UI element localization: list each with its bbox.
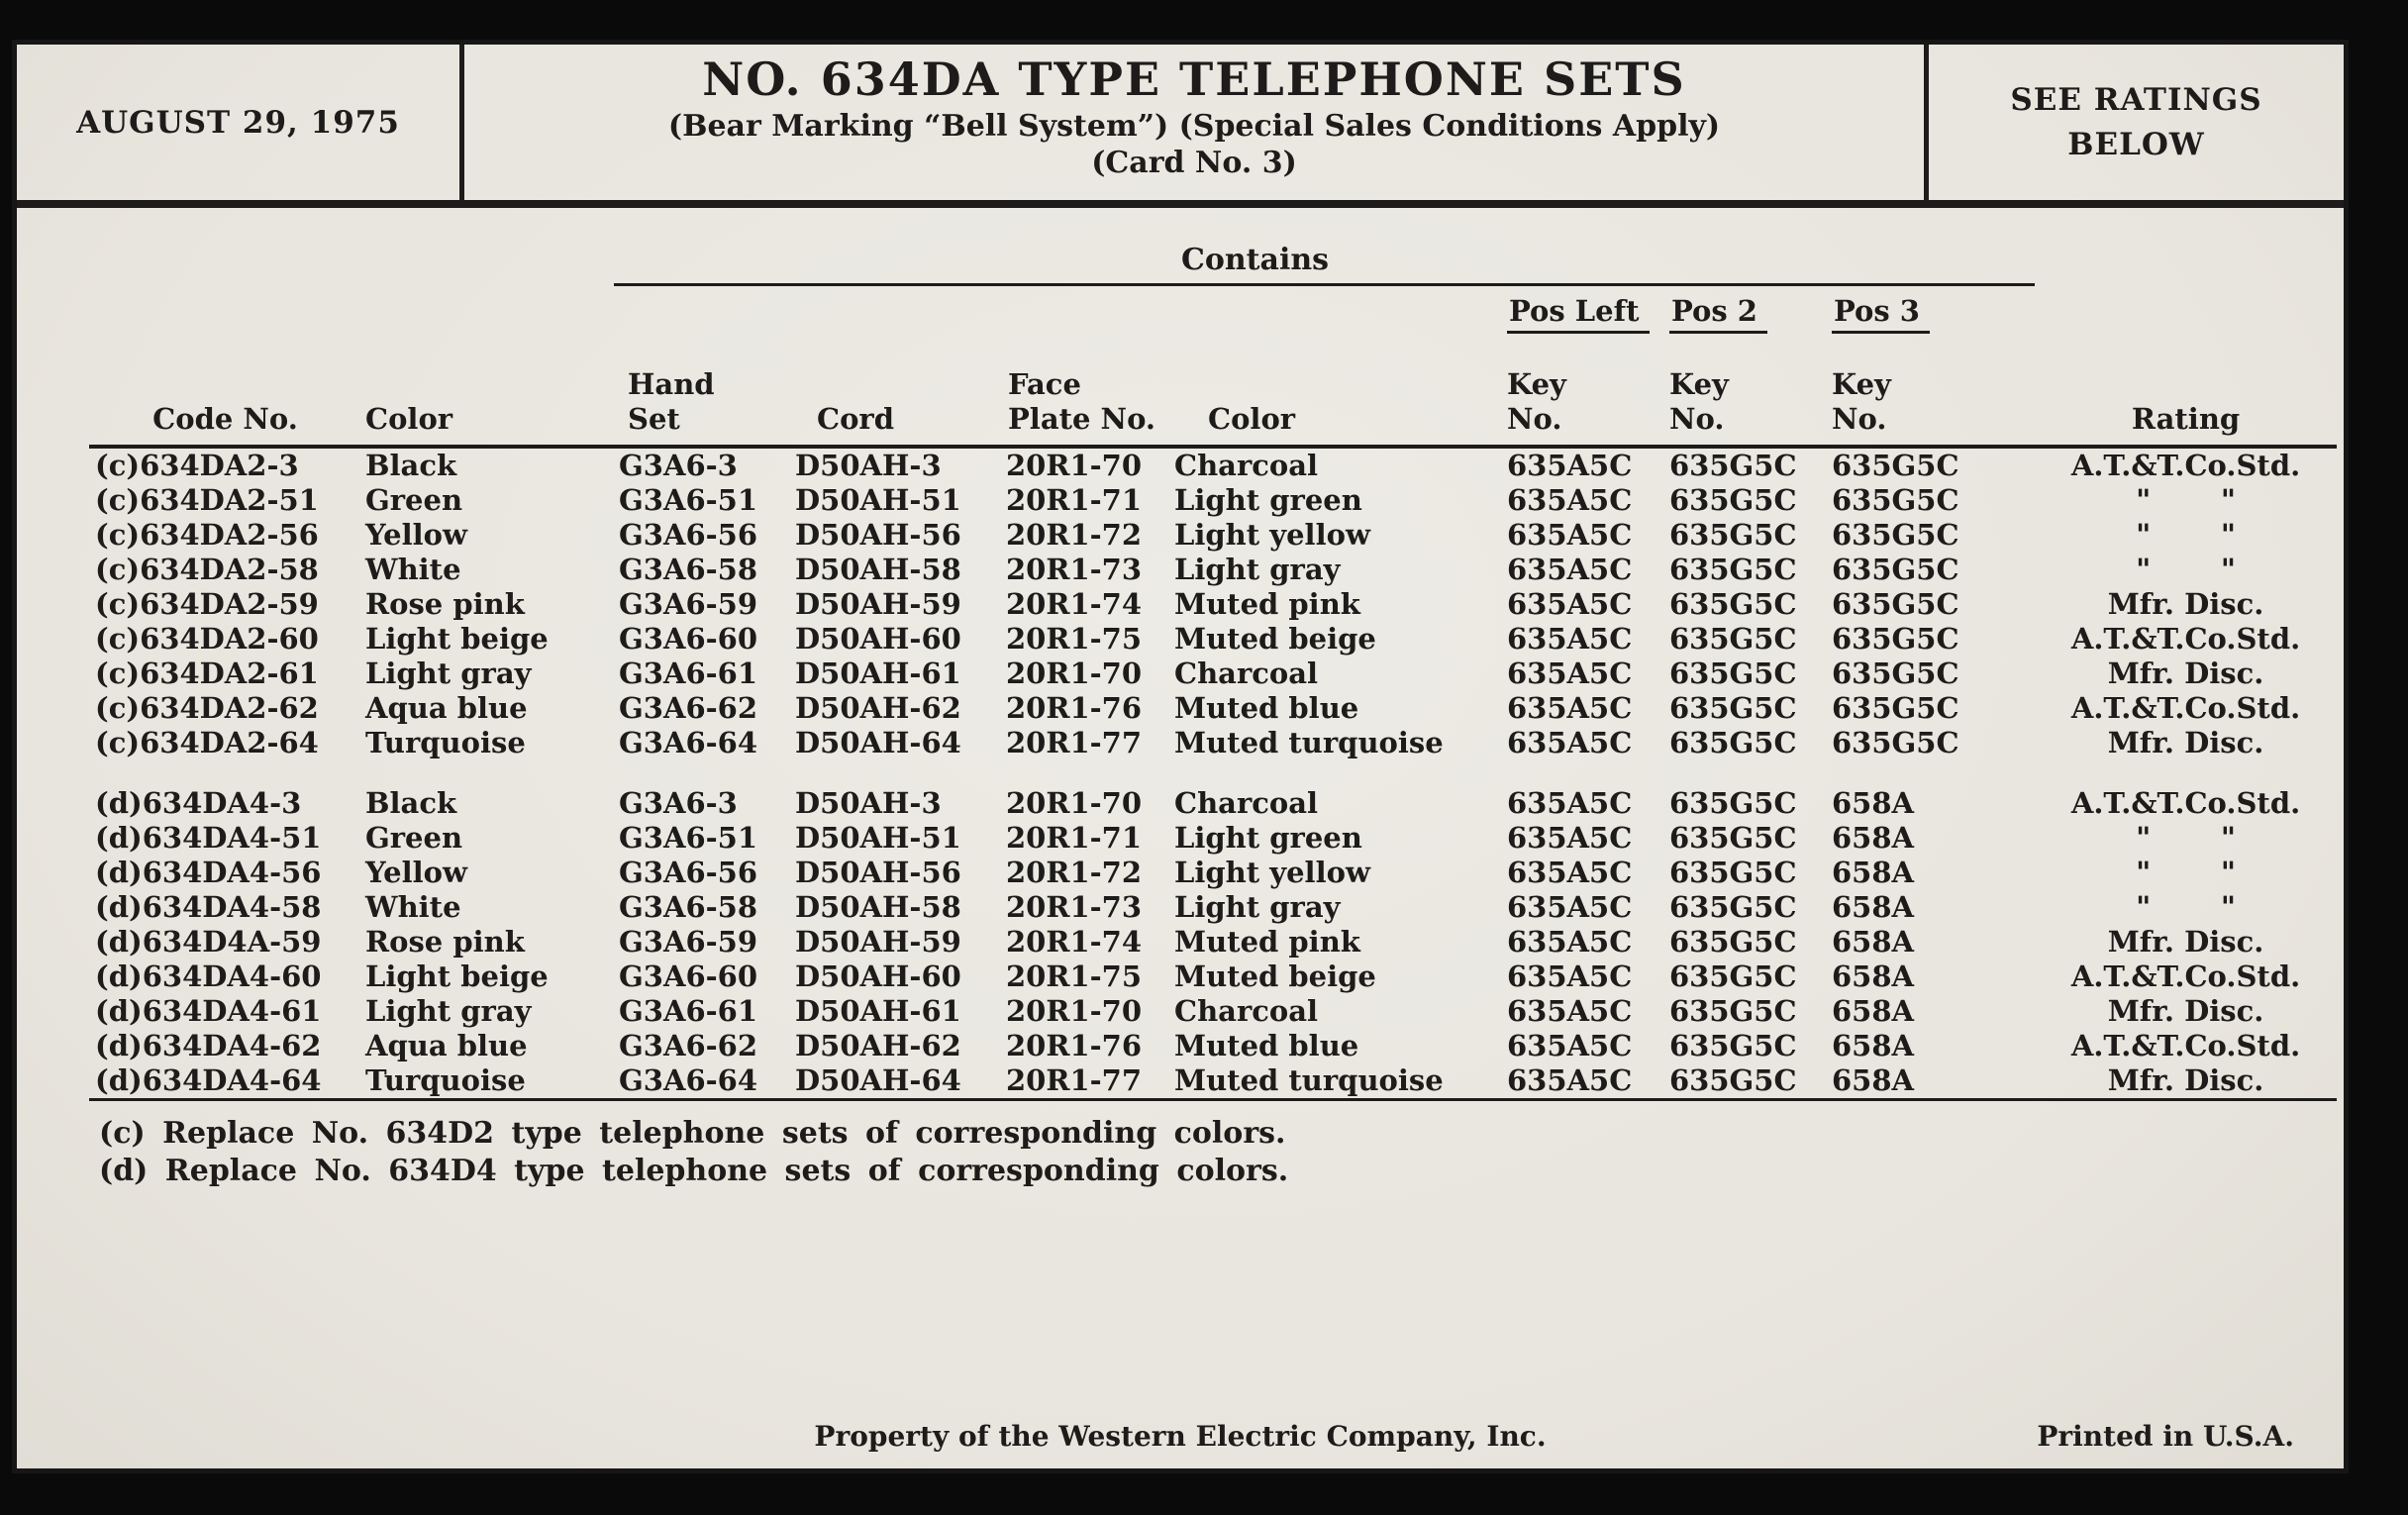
footnote-d: (d) Replace No. 634D4 type telephone sets of corresponding colors. xyxy=(99,1154,1289,1188)
table-row xyxy=(89,925,2337,960)
card-number: (Card No. 3) xyxy=(1091,146,1297,180)
cell-set-color: Rose pink xyxy=(365,925,525,959)
cell-pos-left-key-no: 635A5C xyxy=(1507,656,1633,690)
cell-code-no: (d)634DA4-61 xyxy=(95,994,322,1028)
cell-rating: Mfr. Disc. xyxy=(2107,726,2264,759)
cell-code-no: (d)634DA4-60 xyxy=(95,960,322,993)
cell-pos-3-key-no: 658A xyxy=(1832,890,1915,924)
cell-pos-left-key-no: 635A5C xyxy=(1507,786,1633,820)
cell-hand-set: G3A6-3 xyxy=(619,449,738,482)
cell-face-plate-no: 20R1-75 xyxy=(1006,622,1143,656)
contains-spacer-left xyxy=(89,222,614,285)
cell-pos-left-key-no: 635A5C xyxy=(1507,587,1633,621)
cell-rating: " " xyxy=(2136,518,2236,552)
cell-rating: Mfr. Disc. xyxy=(2107,925,2264,959)
footnote-c: (c) Replace No. 634D2 type telephone sets of corresponding colors. xyxy=(99,1116,1286,1151)
cell-hand-set: G3A6-56 xyxy=(619,856,758,889)
table-row xyxy=(89,994,2337,1029)
cell-face-plate-no: 20R1-77 xyxy=(1006,726,1143,759)
cell-code-no: (c)634DA2-58 xyxy=(95,553,319,586)
cell-pos-2-key-no: 635G5C xyxy=(1669,856,1797,889)
cell-pos-3-key-no: 658A xyxy=(1832,1063,1915,1097)
cell-pos-2-key-no: 635G5C xyxy=(1669,786,1797,820)
cell-code-no: (d)634D4A-59 xyxy=(95,925,322,959)
table-row xyxy=(89,726,2337,760)
pos-2-header-cell xyxy=(1665,285,1828,335)
cell-pos-2-key-no: 635G5C xyxy=(1669,960,1797,993)
table-row xyxy=(89,691,2337,726)
cell-pos-3-key-no: 635G5C xyxy=(1832,656,1959,690)
cell-face-plate-no: 20R1-75 xyxy=(1006,960,1143,993)
cell-code-no: (c)634DA2-51 xyxy=(95,483,319,517)
cell-face-plate-color: Light yellow xyxy=(1174,518,1370,552)
face-plate-header-line2: Plate No. xyxy=(1008,402,1155,436)
cell-face-plate-no: 20R1-74 xyxy=(1006,587,1143,621)
cell-pos-left-key-no: 635A5C xyxy=(1507,553,1633,586)
cell-pos-3-key-no: 658A xyxy=(1832,786,1915,820)
cell-face-plate-color: Charcoal xyxy=(1174,994,1319,1028)
cell-set-color: Light gray xyxy=(365,656,532,690)
cell-cord: D50AH-51 xyxy=(795,483,961,517)
cell-face-plate-no: 20R1-76 xyxy=(1006,691,1143,725)
cell-set-color: Light beige xyxy=(365,960,549,993)
cell-pos-3-key-no: 635G5C xyxy=(1832,587,1959,621)
header-ratings-note xyxy=(1924,45,2344,200)
header-date-section xyxy=(17,45,464,200)
column-header-row xyxy=(89,334,2337,447)
cell-code-no: (c)634DA2-61 xyxy=(95,656,319,690)
cell-cord: D50AH-64 xyxy=(795,1063,961,1097)
cell-pos-2-key-no: 635G5C xyxy=(1669,925,1797,959)
pos-2-header: Pos 2 xyxy=(1669,294,1767,334)
cell-rating: " " xyxy=(2136,483,2236,517)
cell-code-no: (c)634DA2-62 xyxy=(95,691,319,725)
cell-cord: D50AH-62 xyxy=(795,691,961,725)
cell-set-color: Green xyxy=(365,821,463,855)
cell-cord: D50AH-59 xyxy=(795,587,961,621)
cell-face-plate-no: 20R1-72 xyxy=(1006,518,1143,552)
pos-left-key-no-header xyxy=(1503,334,1665,447)
table-row xyxy=(89,821,2337,856)
cell-face-plate-color: Light gray xyxy=(1174,890,1341,924)
cell-pos-left-key-no: 635A5C xyxy=(1507,856,1633,889)
cell-pos-2-key-no: 635G5C xyxy=(1669,483,1797,517)
cell-pos-3-key-no: 658A xyxy=(1832,960,1915,993)
cord-header: Cord xyxy=(787,334,1000,447)
cell-face-plate-no: 20R1-70 xyxy=(1006,656,1143,690)
table-section xyxy=(17,208,2344,1101)
cell-face-plate-color: Muted turquoise xyxy=(1174,1063,1444,1097)
cell-pos-3-key-no: 658A xyxy=(1832,856,1915,889)
cell-hand-set: G3A6-61 xyxy=(619,656,758,690)
pos-left-header: Pos Left xyxy=(1507,294,1650,334)
cell-pos-left-key-no: 635A5C xyxy=(1507,1063,1633,1097)
cell-pos-3-key-no: 635G5C xyxy=(1832,691,1959,725)
cell-face-plate-color: Muted blue xyxy=(1174,691,1359,725)
cell-pos-2-key-no: 635G5C xyxy=(1669,994,1797,1028)
cell-rating: A.T.&T.Co.Std. xyxy=(2070,786,2301,820)
cell-cord: D50AH-58 xyxy=(795,890,961,924)
cell-face-plate-no: 20R1-73 xyxy=(1006,553,1143,586)
cell-face-plate-no: 20R1-71 xyxy=(1006,821,1143,855)
table-row xyxy=(89,1029,2337,1063)
cell-set-color: Black xyxy=(365,786,457,820)
key-header-line2: No. xyxy=(1832,402,1887,436)
card-header xyxy=(17,45,2344,208)
cell-set-color: Light beige xyxy=(365,622,549,656)
cell-pos-3-key-no: 635G5C xyxy=(1832,518,1959,552)
table-row xyxy=(89,890,2337,925)
cell-rating: Mfr. Disc. xyxy=(2107,656,2264,690)
cell-code-no: (c)634DA2-56 xyxy=(95,518,319,552)
contains-label: Contains xyxy=(614,222,2035,285)
cell-pos-left-key-no: 635A5C xyxy=(1507,691,1633,725)
title-subtitle: (Bear Marking “Bell System”) (Special Sales Conditions Apply) xyxy=(667,109,1721,144)
table-row xyxy=(89,587,2337,622)
cell-cord: D50AH-56 xyxy=(795,518,961,552)
cell-rating: Mfr. Disc. xyxy=(2107,587,2264,621)
cell-hand-set: G3A6-51 xyxy=(619,821,758,855)
face-plate-header xyxy=(1000,334,1168,447)
table-row xyxy=(89,483,2337,518)
cell-pos-2-key-no: 635G5C xyxy=(1669,1029,1797,1062)
table-row xyxy=(89,856,2337,890)
cell-face-plate-no: 20R1-72 xyxy=(1006,856,1143,889)
cell-face-plate-color: Light green xyxy=(1174,821,1362,855)
cell-set-color: Aqua blue xyxy=(365,1029,528,1062)
cell-set-color: White xyxy=(365,890,461,924)
cell-code-no: (d)634DA4-3 xyxy=(95,786,302,820)
cell-rating: Mfr. Disc. xyxy=(2107,994,2264,1028)
cell-face-plate-no: 20R1-70 xyxy=(1006,994,1143,1028)
cell-face-plate-no: 20R1-76 xyxy=(1006,1029,1143,1062)
cell-rating: A.T.&T.Co.Std. xyxy=(2070,1029,2301,1062)
pos-2-key-no-header xyxy=(1665,334,1828,447)
cell-pos-left-key-no: 635A5C xyxy=(1507,726,1633,759)
pos-3-key-no-header xyxy=(1828,334,2035,447)
table-header xyxy=(89,222,2337,447)
cell-cord: D50AH-3 xyxy=(795,786,942,820)
cell-cord: D50AH-61 xyxy=(795,994,961,1028)
cell-code-no: (d)634DA4-51 xyxy=(95,821,322,855)
cell-hand-set: G3A6-64 xyxy=(619,1063,758,1097)
cell-pos-3-key-no: 658A xyxy=(1832,821,1915,855)
table-row xyxy=(89,553,2337,587)
hand-set-header xyxy=(614,334,787,447)
table-row xyxy=(89,960,2337,994)
cell-cord: D50AH-59 xyxy=(795,925,961,959)
cell-pos-2-key-no: 635G5C xyxy=(1669,518,1797,552)
cell-code-no: (d)634DA4-64 xyxy=(95,1063,322,1097)
cell-face-plate-color: Muted beige xyxy=(1174,960,1376,993)
cell-face-plate-no: 20R1-70 xyxy=(1006,786,1143,820)
cell-pos-3-key-no: 658A xyxy=(1832,994,1915,1028)
cell-set-color: Rose pink xyxy=(365,587,525,621)
cell-cord: D50AH-64 xyxy=(795,726,961,759)
cell-pos-2-key-no: 635G5C xyxy=(1669,1063,1797,1097)
cell-rating: " " xyxy=(2136,890,2236,924)
cell-face-plate-color: Muted pink xyxy=(1174,925,1360,959)
cell-face-plate-color: Muted beige xyxy=(1174,622,1376,656)
hand-set-header-line2: Set xyxy=(628,402,680,436)
cell-hand-set: G3A6-58 xyxy=(619,553,758,586)
cell-code-no: (d)634DA4-56 xyxy=(95,856,322,889)
telephone-sets-table xyxy=(89,222,2337,1101)
cell-pos-3-key-no: 635G5C xyxy=(1832,553,1959,586)
cell-rating: " " xyxy=(2136,821,2236,855)
cell-hand-set: G3A6-62 xyxy=(619,691,758,725)
cell-cord: D50AH-56 xyxy=(795,856,961,889)
cell-pos-3-key-no: 635G5C xyxy=(1832,483,1959,517)
table-row xyxy=(89,760,2337,821)
table-row xyxy=(89,656,2337,691)
key-header-line1: Key xyxy=(1669,367,1729,401)
cell-pos-2-key-no: 635G5C xyxy=(1669,691,1797,725)
cell-pos-left-key-no: 635A5C xyxy=(1507,994,1633,1028)
cell-hand-set: G3A6-62 xyxy=(619,1029,758,1062)
cell-code-no: (c)634DA2-3 xyxy=(95,449,299,482)
cell-pos-2-key-no: 635G5C xyxy=(1669,821,1797,855)
table-row xyxy=(89,622,2337,656)
cell-pos-left-key-no: 635A5C xyxy=(1507,483,1633,517)
cell-pos-left-key-no: 635A5C xyxy=(1507,1029,1633,1062)
pos-spacer-right xyxy=(2035,285,2337,335)
cell-hand-set: G3A6-58 xyxy=(619,890,758,924)
cell-hand-set: G3A6-61 xyxy=(619,994,758,1028)
cell-face-plate-color: Light green xyxy=(1174,483,1362,517)
pos-header-row xyxy=(89,285,2337,335)
cell-set-color: White xyxy=(365,553,461,586)
cell-face-plate-no: 20R1-74 xyxy=(1006,925,1143,959)
ratings-note-line2: BELOW xyxy=(2067,126,2205,162)
cell-set-color: Green xyxy=(365,483,463,517)
cell-hand-set: G3A6-51 xyxy=(619,483,758,517)
issue-date: AUGUST 29, 1975 xyxy=(76,104,400,141)
cell-cord: D50AH-3 xyxy=(795,449,942,482)
code-no-header: Code No. xyxy=(89,334,361,447)
cell-rating: A.T.&T.Co.Std. xyxy=(2070,449,2301,482)
cell-face-plate-no: 20R1-70 xyxy=(1006,449,1143,482)
cell-rating: Mfr. Disc. xyxy=(2107,1063,2264,1097)
cell-face-plate-color: Light gray xyxy=(1174,553,1341,586)
cell-cord: D50AH-61 xyxy=(795,656,961,690)
contains-spacer-right xyxy=(2035,222,2337,285)
cell-pos-left-key-no: 635A5C xyxy=(1507,925,1633,959)
cell-pos-left-key-no: 635A5C xyxy=(1507,449,1633,482)
cell-hand-set: G3A6-59 xyxy=(619,587,758,621)
pos-left-header-cell xyxy=(1503,285,1665,335)
cell-code-no: (c)634DA2-64 xyxy=(95,726,319,759)
cell-pos-2-key-no: 635G5C xyxy=(1669,656,1797,690)
pos-3-header-cell xyxy=(1828,285,2035,335)
face-plate-header-line1: Face xyxy=(1008,367,1081,401)
pos-3-header: Pos 3 xyxy=(1832,294,1930,334)
cell-cord: D50AH-51 xyxy=(795,821,961,855)
contains-row xyxy=(89,222,2337,285)
cell-pos-3-key-no: 635G5C xyxy=(1832,622,1959,656)
cell-set-color: Light gray xyxy=(365,994,532,1028)
cell-rating: " " xyxy=(2136,553,2236,586)
property-notice: Property of the Western Electric Company, Inc. xyxy=(814,1420,1547,1453)
cell-rating: " " xyxy=(2136,856,2236,889)
rating-header: Rating xyxy=(2035,334,2337,447)
table-row xyxy=(89,518,2337,553)
printed-in-usa: Printed in U.S.A. xyxy=(2037,1420,2294,1453)
cell-pos-left-key-no: 635A5C xyxy=(1507,960,1633,993)
cell-rating: A.T.&T.Co.Std. xyxy=(2070,960,2301,993)
cell-code-no: (c)634DA2-60 xyxy=(95,622,319,656)
cell-face-plate-color: Muted blue xyxy=(1174,1029,1359,1062)
page-title: NO. 634DA TYPE TELEPHONE SETS xyxy=(702,52,1686,106)
cell-face-plate-no: 20R1-71 xyxy=(1006,483,1143,517)
cell-pos-left-key-no: 635A5C xyxy=(1507,890,1633,924)
cell-pos-2-key-no: 635G5C xyxy=(1669,553,1797,586)
cell-set-color: Black xyxy=(365,449,457,482)
cell-rating: A.T.&T.Co.Std. xyxy=(2070,622,2301,656)
cell-hand-set: G3A6-60 xyxy=(619,960,758,993)
cell-pos-2-key-no: 635G5C xyxy=(1669,449,1797,482)
cell-hand-set: G3A6-59 xyxy=(619,925,758,959)
cell-set-color: Aqua blue xyxy=(365,691,528,725)
cell-pos-left-key-no: 635A5C xyxy=(1507,622,1633,656)
ratings-note-line1: SEE RATINGS xyxy=(2010,81,2262,118)
cell-pos-2-key-no: 635G5C xyxy=(1669,622,1797,656)
cell-face-plate-no: 20R1-73 xyxy=(1006,890,1143,924)
cell-face-plate-no: 20R1-77 xyxy=(1006,1063,1143,1097)
cell-set-color: Yellow xyxy=(365,518,467,552)
cell-pos-2-key-no: 635G5C xyxy=(1669,890,1797,924)
cell-pos-3-key-no: 658A xyxy=(1832,925,1915,959)
cell-code-no: (d)634DA4-62 xyxy=(95,1029,322,1062)
spec-card xyxy=(12,40,2349,1473)
cell-face-plate-color: Light yellow xyxy=(1174,856,1370,889)
cell-code-no: (d)634DA4-58 xyxy=(95,890,322,924)
cell-cord: D50AH-60 xyxy=(795,622,961,656)
cell-face-plate-color: Muted turquoise xyxy=(1174,726,1444,759)
cell-set-color: Turquoise xyxy=(365,1063,526,1097)
cell-cord: D50AH-60 xyxy=(795,960,961,993)
cell-pos-3-key-no: 635G5C xyxy=(1832,726,1959,759)
face-plate-color-header: Color xyxy=(1168,334,1503,447)
cell-hand-set: G3A6-56 xyxy=(619,518,758,552)
group-634da4 xyxy=(89,760,2337,1100)
cell-cord: D50AH-58 xyxy=(795,553,961,586)
cell-pos-3-key-no: 658A xyxy=(1832,1029,1915,1062)
cell-pos-3-key-no: 635G5C xyxy=(1832,449,1959,482)
cell-face-plate-color: Charcoal xyxy=(1174,449,1319,482)
key-header-line2: No. xyxy=(1669,402,1725,436)
footnotes xyxy=(99,1115,2344,1190)
cell-pos-2-key-no: 635G5C xyxy=(1669,587,1797,621)
cell-pos-left-key-no: 635A5C xyxy=(1507,518,1633,552)
header-title-section xyxy=(464,45,1924,200)
cell-face-plate-color: Charcoal xyxy=(1174,656,1319,690)
cell-pos-2-key-no: 635G5C xyxy=(1669,726,1797,759)
table-row xyxy=(89,447,2337,483)
key-header-line1: Key xyxy=(1507,367,1566,401)
cell-pos-left-key-no: 635A5C xyxy=(1507,821,1633,855)
cell-face-plate-color: Muted pink xyxy=(1174,587,1360,621)
cell-set-color: Yellow xyxy=(365,856,467,889)
cell-set-color: Turquoise xyxy=(365,726,526,759)
cell-face-plate-color: Charcoal xyxy=(1174,786,1319,820)
cell-cord: D50AH-62 xyxy=(795,1029,961,1062)
set-color-header: Color xyxy=(361,334,614,447)
cell-hand-set: G3A6-60 xyxy=(619,622,758,656)
key-header-line1: Key xyxy=(1832,367,1891,401)
pos-spacer xyxy=(89,285,1503,335)
key-header-line2: No. xyxy=(1507,402,1562,436)
cell-hand-set: G3A6-3 xyxy=(619,786,738,820)
table-row xyxy=(89,1063,2337,1100)
group-634da2 xyxy=(89,447,2337,760)
cell-hand-set: G3A6-64 xyxy=(619,726,758,759)
hand-set-header-line1: Hand xyxy=(628,367,715,401)
cell-code-no: (c)634DA2-59 xyxy=(95,587,319,621)
cell-rating: A.T.&T.Co.Std. xyxy=(2070,691,2301,725)
